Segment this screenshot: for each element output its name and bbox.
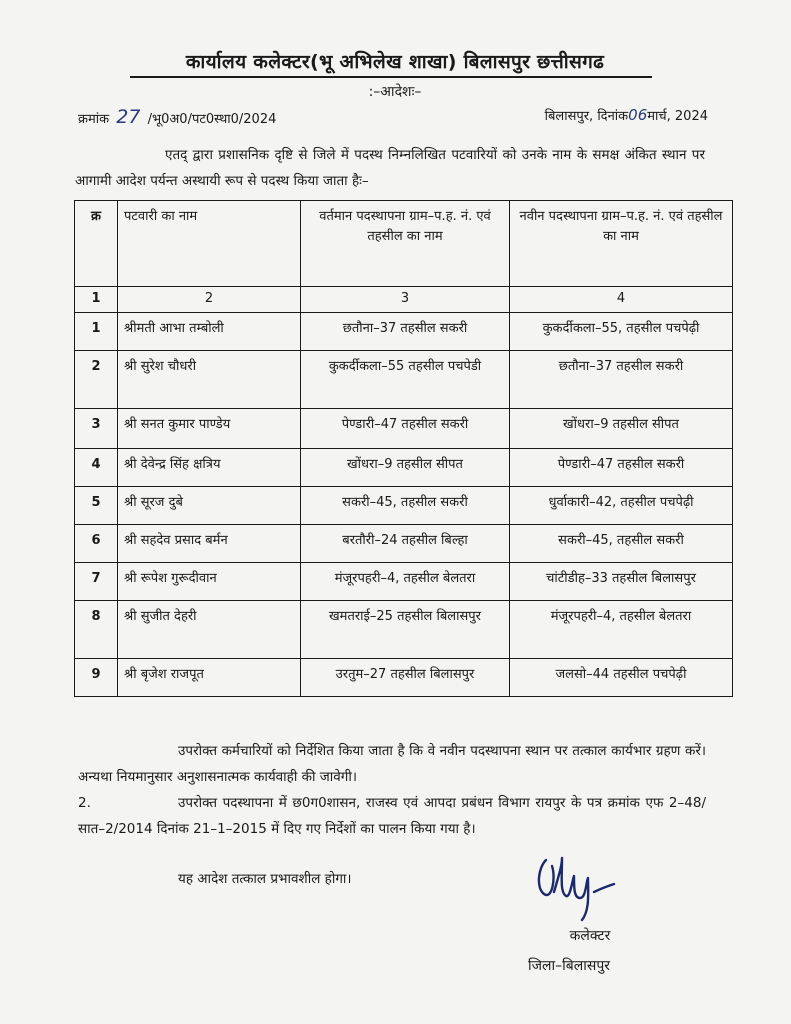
header-new-posting: नवीन पदस्थापना ग्राम–प.ह. नं. एवं तहसील का नाम — [510, 201, 733, 287]
order-number-prefix: क्रमांक — [78, 112, 110, 127]
row-patwari-name: श्री सहदेव प्रसाद बर्मन — [118, 525, 301, 563]
row-patwari-name: श्री सनत कुमार पाण्डेय — [118, 409, 301, 449]
table-header-row — [75, 201, 733, 287]
collector-signature — [532, 848, 622, 928]
row-new-posting: सकरी–45, तहसील सकरी — [510, 525, 733, 563]
order-number-handwritten: 27 — [116, 106, 141, 128]
row-patwari-name: श्री सूरज दुबे — [118, 487, 301, 525]
header-sn: क्र — [75, 201, 118, 287]
row-sn: 8 — [75, 601, 118, 659]
compliance-paragraph-text: उपरोक्त पदस्थापना में छ0ग0शासन, राजस्व एवं आपदा प्रबंधन विभाग रायपुर के पत्र क्रमांक एफ 2–48/सात–2/2014 दिनांक 21–1–2015 में दिए गए निर्देशों का पालन किया गया है। — [78, 795, 706, 837]
row-new-posting: छतौना–37 तहसील सकरी — [510, 351, 733, 409]
table-row — [75, 351, 733, 409]
header-name: पटवारी का नाम — [118, 201, 301, 287]
row-patwari-name: श्री रूपेश गुरूदीवान — [118, 563, 301, 601]
row-new-posting: मंजूरपहरी–4, तहसील बेलतरा — [510, 601, 733, 659]
table-row — [75, 525, 733, 563]
table-row — [75, 313, 733, 351]
row-current-posting: सकरी–45, तहसील सकरी — [301, 487, 510, 525]
order-number — [78, 106, 276, 128]
col-number-1: 1 — [75, 287, 118, 313]
row-new-posting: कुकर्दीकला–55, तहसील पचपेढ़ी — [510, 313, 733, 351]
row-current-posting: कुकर्दीकला–55 तहसील पचपेडी — [301, 351, 510, 409]
table-row — [75, 601, 733, 659]
instruction-paragraph: उपरोक्त कर्मचारियों को निर्देशित किया जाता है कि वे नवीन पदस्थापना स्थान पर तत्काल कार्यभार ग्रहण करें। अन्यथा नियमानुसार अनुशासनात्मक कार्यवाही की जावेगी। — [78, 743, 706, 785]
row-current-posting: मंजूरपहरी–4, तहसील बेलतरा — [301, 563, 510, 601]
col-number-4: 4 — [510, 287, 733, 313]
row-current-posting: बरतौरी–24 तहसील बिल्हा — [301, 525, 510, 563]
order-date — [545, 106, 708, 124]
row-sn: 3 — [75, 409, 118, 449]
order-date-prefix: बिलासपुर, दिनांक — [544, 109, 629, 124]
row-current-posting: खोंधरा–9 तहसील सीपत — [301, 449, 510, 487]
col-number-3: 3 — [301, 287, 510, 313]
order-number-suffix: /भू0अ0/पट0स्था0/2024 — [147, 112, 277, 127]
row-current-posting: खमतराई–25 तहसील बिलासपुर — [301, 601, 510, 659]
row-new-posting: धुर्वाकारी–42, तहसील पचपेढ़ी — [510, 487, 733, 525]
row-patwari-name: श्री देवेन्द्र सिंह क्षत्रिय — [118, 449, 301, 487]
intro-paragraph: एतद् द्वारा प्रशासनिक दृष्टि से जिले में पदस्थ निम्नलिखित पटवारियों को उनके नाम के समक्ष अंकित स्थान पर आगामी आदेश पर्यन्त अस्थायी रूप से पदस्थ किया जाता हैः– — [75, 147, 705, 189]
table-column-number-row — [75, 287, 733, 313]
title-underline — [130, 76, 652, 78]
row-new-posting: खोंधरा–9 तहसील सीपत — [510, 409, 733, 449]
row-sn: 1 — [75, 313, 118, 351]
col-number-2: 2 — [118, 287, 301, 313]
order-heading: :–आदेशः– — [368, 84, 422, 100]
row-sn: 9 — [75, 659, 118, 697]
paragraph-number: 2. — [78, 795, 91, 811]
posting-table — [74, 200, 733, 697]
row-new-posting: पेण्डारी–47 तहसील सकरी — [510, 449, 733, 487]
table-row — [75, 487, 733, 525]
row-new-posting: चांटीडीह–33 तहसील बिलासपुर — [510, 563, 733, 601]
table-row — [75, 563, 733, 601]
row-sn: 5 — [75, 487, 118, 525]
row-patwari-name: श्री सुजीत देहरी — [118, 601, 301, 659]
row-current-posting: छतौना–37 तहसील सकरी — [301, 313, 510, 351]
row-sn: 4 — [75, 449, 118, 487]
office-title: कार्यालय कलेक्टर(भू अभिलेख शाखा) बिलासपुर छत्तीसगढ — [185, 51, 605, 73]
row-patwari-name: श्री बृजेश राजपूत — [118, 659, 301, 697]
signatory-designation: कलेक्टर — [569, 928, 611, 944]
row-sn: 2 — [75, 351, 118, 409]
row-sn: 7 — [75, 563, 118, 601]
table-row — [75, 449, 733, 487]
order-date-month-year: मार्च, 2024 — [647, 109, 708, 124]
signatory-district: जिला–बिलासपुर — [527, 958, 610, 974]
row-current-posting: उरतुम–27 तहसील बिलासपुर — [301, 659, 510, 697]
effect-paragraph: यह आदेश तत्काल प्रभावशील होगा। — [178, 871, 352, 887]
order-date-day: 06 — [628, 106, 648, 124]
row-patwari-name: श्रीमती आभा तम्बोली — [118, 313, 301, 351]
header-current-posting: वर्तमान पदस्थापना ग्राम–प.ह. नं. एवं तहसील का नाम — [301, 201, 510, 287]
order-reference-line — [78, 104, 718, 128]
compliance-paragraph — [78, 790, 706, 842]
row-sn: 6 — [75, 525, 118, 563]
row-patwari-name: श्री सुरेश चौधरी — [118, 351, 301, 409]
row-new-posting: जलसो–44 तहसील पचपेढ़ी — [510, 659, 733, 697]
table-row — [75, 409, 733, 449]
row-current-posting: पेण्डारी–47 तहसील सकरी — [301, 409, 510, 449]
table-row — [75, 659, 733, 697]
